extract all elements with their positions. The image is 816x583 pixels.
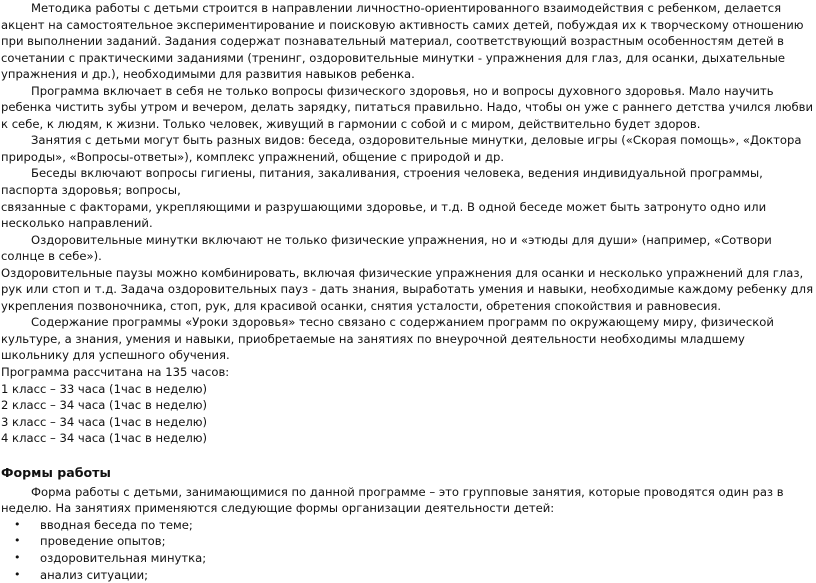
paragraph-hours-total: Программа рассчитана на 135 часов: bbox=[1, 364, 814, 381]
grade-hours-line: 2 класс – 34 часа (1час в неделю) bbox=[1, 397, 814, 414]
bullet-icon: • bbox=[14, 533, 21, 550]
grade-hours-line: 3 класс – 34 часа (1час в неделю) bbox=[1, 414, 814, 431]
paragraph-program-health: Программа включает в себя не только вопросы физического здоровья, но и вопросы духовного здоровья. Мало научить ребенка чистить зубы утром и вечером, делать зарядку, питаться правильно. Надо, чтобы он уже с раннего детства учился любви к себе, к людям, к жизни. Только человек, живущий в гармонии с собой и с миром, действительно будет здоров. bbox=[1, 83, 814, 133]
work-forms-list bbox=[1, 517, 814, 583]
paragraph-lesson-types: Занятия с детьми могут быть разных видов: беседа, оздоровительные минутки, деловые игры («Скорая помощь», «Доктора природы», «Вопросы-ответы»), комплекс упражнений, общение с природой и др. bbox=[1, 132, 814, 165]
bullet-icon: • bbox=[14, 517, 21, 534]
paragraph-wellness-minutes: Оздоровительные минутки включают не только физические упражнения, но и «этюды для души» (например, «Сотвори солнце в себе»). bbox=[1, 232, 814, 265]
paragraph-methodology: Методика работы с детьми строится в направлении личностно-ориентированного взаимодействия с ребенком, делается акцент на самостоятельное экспериментирование и поисковую активность самих детей, побуждая их к творческому отношению при выполнении заданий. Задания содержат познавательный материал, соответствующий возрастным особенностям детей в сочетании с практическими заданиями (тренинг, оздоровительные минутки - упражнения для глаз, для осанки, дыхательные упражнения и др.), необходимыми для развития навыков ребенка. bbox=[1, 0, 814, 83]
list-item bbox=[1, 517, 814, 534]
section-heading: Формы работы bbox=[1, 464, 814, 481]
paragraph-conversations: Беседы включают вопросы гигиены, питания, закаливания, строения человека, ведения индивидуальной программы, паспорта здоровья; вопросы, bbox=[1, 165, 814, 198]
section-intro: Форма работы с детьми, занимающимися по данной программе – это групповые занятия, которые проводятся один раз в неделю. На занятиях применяются следующие формы организации деятельности детей: bbox=[1, 484, 814, 517]
bullet-icon: • bbox=[14, 550, 21, 567]
paragraph-program-content: Содержание программы «Уроки здоровья» тесно связано с содержанием программ по окружающему миру, физической культуре, а знания, умения и навыки, приобретаемые на занятиях по внеурочной деятельности необходимы младшему школьнику для успешного обучения. bbox=[1, 314, 814, 364]
grade-hours-line: 4 класс – 34 часа (1час в неделю) bbox=[1, 430, 814, 447]
list-item bbox=[1, 567, 814, 583]
paragraph-wellness-pauses: Оздоровительные паузы можно комбинировать, включая физические упражнения для осанки и несколько упражнений для глаз, рук или стоп и т.д. Задача оздоровительных пауз - дать знания, выработать умения и навыки, необходимые каждому ребенку для укрепления позвоночника, стоп, рук, для красивой осанки, снятия усталости, обретения спокойствия и равновесия. bbox=[1, 265, 814, 315]
grade-hours-line: 1 класс – 33 часа (1час в неделю) bbox=[1, 381, 814, 398]
list-item-text: анализ ситуации; bbox=[40, 568, 148, 582]
list-item-text: оздоровительная минутка; bbox=[40, 551, 206, 565]
bullet-icon: • bbox=[14, 567, 21, 583]
list-item-text: проведение опытов; bbox=[40, 534, 166, 548]
paragraph-conversations-continued: связанные с факторами, укрепляющими и разрушающими здоровье, и т.д. В одной беседе может быть затронуто одно или несколько направлений. bbox=[1, 199, 814, 232]
list-item bbox=[1, 550, 814, 567]
list-item bbox=[1, 533, 814, 550]
list-item-text: вводная беседа по теме; bbox=[40, 518, 193, 532]
